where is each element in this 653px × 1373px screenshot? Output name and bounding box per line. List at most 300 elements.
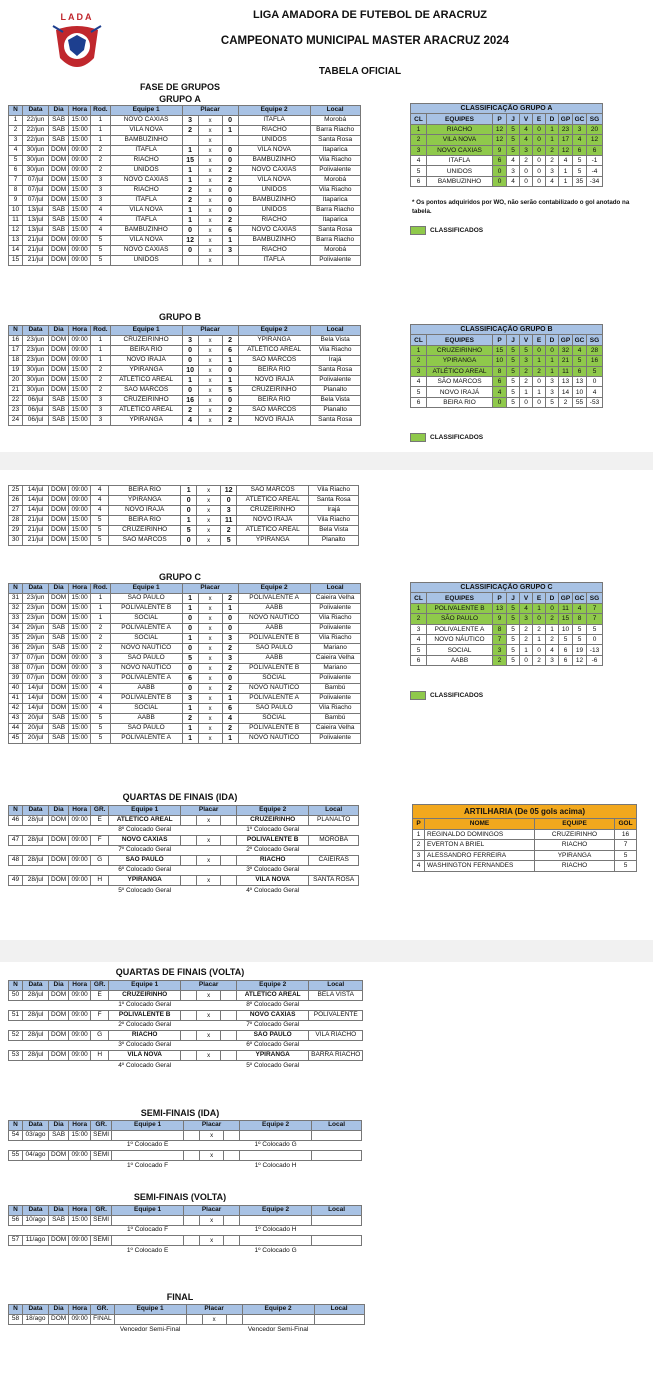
col-header-team2: Equipe 2	[238, 326, 310, 336]
score-separator: x	[198, 704, 222, 714]
col-header-gr: GR.	[91, 1206, 112, 1216]
col-header-n: N	[9, 1206, 23, 1216]
col-header-team1: Equipe 1	[109, 806, 181, 816]
standings-col-p: P	[493, 335, 507, 345]
match-number: 26	[9, 496, 23, 506]
col-header-data: Data	[23, 806, 49, 816]
seed-spacer	[9, 866, 109, 876]
score-separator: x	[198, 674, 222, 684]
standings-team: YPIRANGA	[427, 356, 493, 366]
away-team: AABB	[238, 654, 310, 664]
standings-goal-diff: -1	[587, 155, 603, 165]
scorer-row	[413, 861, 637, 872]
col-header-dia: Dia	[49, 326, 69, 336]
match-row	[9, 604, 361, 614]
home-score	[181, 1031, 197, 1041]
away-score: 0	[222, 206, 238, 216]
away-team: UNIDOS	[238, 206, 310, 216]
seed-spacer	[309, 1061, 363, 1071]
standings-col-d: D	[546, 114, 559, 124]
away-team: RIACHO	[237, 856, 309, 866]
standings-points: 0	[493, 176, 507, 186]
standings-goal-diff: 12	[587, 135, 603, 145]
home-team: ATLÉTICO AREAL	[110, 376, 182, 386]
match-date: 14/jul	[23, 486, 49, 496]
standings-goals-for: 17	[559, 135, 573, 145]
home-score: 0	[182, 356, 198, 366]
seed-row	[9, 1021, 363, 1031]
classified-swatch	[410, 691, 426, 700]
match-table	[8, 485, 359, 546]
match-date: 22/jun	[23, 126, 49, 136]
score-separator: x	[198, 346, 222, 356]
match-venue: Polivalente	[310, 376, 360, 386]
match-row	[9, 674, 361, 684]
home-team: SÃO PAULO	[110, 654, 182, 664]
score-separator: x	[197, 816, 221, 826]
standings-row	[411, 124, 603, 134]
match-group: E	[91, 991, 109, 1001]
score-separator: x	[198, 644, 222, 654]
home-score: 4	[182, 416, 198, 426]
standings-team: RIACHO	[427, 124, 493, 134]
standings-draws: 1	[533, 356, 546, 366]
match-number: 27	[9, 506, 23, 516]
standings-goals-against: 4	[573, 603, 587, 613]
standings-losses: 3	[546, 376, 559, 386]
score-separator: x	[197, 526, 221, 536]
col-header-hora: Hora	[69, 326, 91, 336]
standings-team: BAMBUZINHO	[427, 176, 493, 186]
match-date: 07/jun	[23, 674, 49, 684]
home-score: 0	[182, 614, 198, 624]
final-title: FINAL	[166, 1292, 194, 1302]
home-score: 1	[181, 486, 197, 496]
away-team: ATLÉTICO AREAL	[238, 346, 310, 356]
match-day: SAB	[49, 416, 69, 426]
match-day: DOM	[49, 146, 69, 156]
seed-spacer	[9, 1061, 109, 1071]
match-group: G	[91, 856, 109, 866]
standings-col-d: D	[546, 593, 559, 603]
home-score: 0	[181, 536, 197, 546]
match-number: 13	[9, 236, 23, 246]
home-team: RIACHO	[110, 156, 182, 166]
match-time: 09:00	[69, 236, 91, 246]
standings-draws: 0	[533, 376, 546, 386]
home-seed: 8º Colocado Geral	[118, 826, 172, 834]
standings-goals-against: 5	[573, 356, 587, 366]
match-day: SAB	[49, 634, 69, 644]
match-date: 28/jul	[23, 1051, 49, 1061]
match-date: 30/jun	[23, 386, 49, 396]
home-seed: 1º Colocado Geral	[118, 1001, 172, 1009]
match-date: 13/jul	[23, 226, 49, 236]
col-header-placar: Placar	[184, 1121, 240, 1131]
standings-wins: 4	[520, 135, 533, 145]
seed-spacer	[181, 866, 237, 876]
standings-title: CLASSIFICAÇÃO GRUPO A	[411, 104, 603, 114]
match-day: DOM	[49, 674, 69, 684]
score-separator: x	[198, 724, 222, 734]
standings-col-equipes: EQUIPES	[427, 593, 493, 603]
away-team: VILA NOVA	[238, 176, 310, 186]
home-score: 0	[182, 246, 198, 256]
match-number: 25	[9, 486, 23, 496]
seed-spacer	[184, 1246, 240, 1256]
seed-spacer	[309, 886, 359, 896]
score-separator: x	[198, 406, 222, 416]
score-separator: x	[197, 1031, 221, 1041]
standings-goals-against: 4	[573, 135, 587, 145]
match-number: 1	[9, 116, 23, 126]
standings-points: 6	[493, 376, 507, 386]
knockout-table	[8, 805, 359, 896]
match-time: 09:00	[69, 1051, 91, 1061]
match-number: 31	[9, 594, 23, 604]
standings-points: 9	[493, 614, 507, 624]
match-time: 09:00	[69, 146, 91, 156]
match-day: DOM	[49, 664, 69, 674]
standings-goals-against: 8	[573, 614, 587, 624]
match-number: 37	[9, 654, 23, 664]
away-team: NOVO IRAJÁ	[237, 516, 309, 526]
away-team: SÃO MARCOS	[237, 486, 309, 496]
home-score: 1	[182, 206, 198, 216]
match-day: DOM	[49, 604, 69, 614]
standings-draws: 1	[533, 387, 546, 397]
standings-col-cl: CL	[411, 335, 427, 345]
scorer-position: 4	[413, 861, 425, 872]
match-row	[9, 166, 361, 176]
standings-goals-for: 12	[559, 145, 573, 155]
match-number: 41	[9, 694, 23, 704]
standings-row	[411, 176, 603, 186]
match-number: 6	[9, 166, 23, 176]
match-row	[9, 644, 361, 654]
home-team: SOCIAL	[110, 704, 182, 714]
away-team: ATLÉTICO AREAL	[237, 526, 309, 536]
match-number: 3	[9, 136, 23, 146]
match-number: 22	[9, 396, 23, 406]
seed-spacer	[184, 1161, 240, 1171]
standings-goals-for: 6	[559, 655, 573, 665]
home-team: VILA NOVA	[110, 206, 182, 216]
away-score: 2	[222, 644, 238, 654]
match-date: 20/jul	[23, 724, 49, 734]
standings-team: NOVO CAXIAS	[427, 145, 493, 155]
match-day: DOM	[49, 176, 69, 186]
standings-wins: 0	[520, 176, 533, 186]
scorers-col-nome: NOME	[425, 819, 535, 830]
col-header-rod: Rod.	[91, 106, 110, 116]
standings-col-gc: GC	[573, 335, 587, 345]
match-time: 09:00	[69, 654, 91, 664]
home-team: POLIVALENTE A	[110, 734, 182, 744]
match-date: 30/jun	[23, 166, 49, 176]
home-team: NOVO CAXIAS	[110, 176, 182, 186]
standings-wins: 5	[520, 345, 533, 355]
match-time: 15:00	[69, 116, 91, 126]
score-separator: x	[198, 366, 222, 376]
seed-spacer	[309, 1001, 363, 1011]
match-day: DOM	[49, 506, 69, 516]
away-team: SÃO PAULO	[238, 704, 310, 714]
away-score: 2	[222, 594, 238, 604]
match-row	[9, 346, 361, 356]
match-venue: Barra Riacho	[310, 126, 360, 136]
standings-goals-against: 6	[573, 145, 587, 155]
match-time: 09:00	[69, 816, 91, 826]
match-round: 1	[91, 604, 110, 614]
away-seed: 1º Colocado G	[254, 1141, 297, 1149]
seed-spacer	[312, 1226, 362, 1236]
match-time: 15:00	[69, 216, 91, 226]
score-separator: x	[200, 1151, 224, 1161]
match-venue: BARRA RIACHO	[309, 1051, 363, 1061]
match-number: 10	[9, 206, 23, 216]
match-venue: CAIEIRAS	[309, 856, 359, 866]
match-round: 4	[91, 704, 110, 714]
match-time: 15:00	[69, 186, 91, 196]
home-score: 15	[182, 156, 198, 166]
match-day: DOM	[49, 594, 69, 604]
match-venue	[312, 1236, 362, 1246]
match-group: F	[91, 1011, 109, 1021]
col-header-hora: Hora	[69, 1305, 91, 1315]
home-score: 0	[182, 624, 198, 634]
standings-goals-for: 32	[559, 345, 573, 355]
home-team: NOVO CAXIAS	[109, 836, 181, 846]
standings-table	[410, 103, 603, 187]
standings-goal-diff: 16	[587, 356, 603, 366]
home-score	[184, 1236, 200, 1246]
scorer-goals: 16	[615, 829, 637, 840]
match-venue: Vila Riacho	[310, 346, 360, 356]
score-separator: x	[198, 396, 222, 406]
scorers-col-p: P	[413, 819, 425, 830]
match-round: 3	[91, 196, 110, 206]
standings-goal-diff: 20	[587, 124, 603, 134]
away-team: RIACHO	[238, 126, 310, 136]
match-venue	[314, 1315, 364, 1325]
match-number: 34	[9, 624, 23, 634]
match-venue: Polivalente	[310, 604, 360, 614]
col-header-dia: Dia	[49, 106, 69, 116]
match-round: 2	[91, 146, 110, 156]
match-time: 09:00	[69, 856, 91, 866]
standings-col-gp: GP	[559, 114, 573, 124]
match-date: 28/jul	[23, 836, 49, 846]
match-row	[9, 704, 361, 714]
league-title: LIGA AMADORA DE FUTEBOL DE ARACRUZ	[252, 9, 488, 21]
match-date: 28/jul	[23, 816, 49, 826]
match-row	[9, 256, 361, 266]
away-team: POLIVALENTE B	[238, 634, 310, 644]
standings-wins: 0	[520, 397, 533, 407]
away-team: VILA NOVA	[237, 876, 309, 886]
match-row	[9, 856, 359, 866]
standings-wins: 1	[520, 645, 533, 655]
standings-team: BEIRA RIO	[427, 397, 493, 407]
match-round: 4	[91, 684, 110, 694]
match-venue: Itaparica	[310, 146, 360, 156]
col-header-team2: Equipe 2	[240, 1121, 312, 1131]
standings-played: 5	[507, 603, 520, 613]
score-separator: x	[198, 654, 222, 664]
match-date: 21/jul	[23, 526, 49, 536]
away-score	[226, 1315, 242, 1325]
standings-played: 3	[507, 166, 520, 176]
home-team: NOVO CAXIAS	[110, 116, 182, 126]
seed-row	[9, 826, 359, 836]
standings-col-gc: GC	[573, 593, 587, 603]
score-separator: x	[198, 136, 222, 146]
col-header-data: Data	[23, 1305, 49, 1315]
away-team: YPIRANGA	[237, 1051, 309, 1061]
col-header-team2: Equipe 2	[240, 1206, 312, 1216]
seed-row	[9, 1161, 362, 1171]
match-day: DOM	[49, 704, 69, 714]
standings-table	[410, 324, 603, 408]
match-venue: Mariano	[310, 644, 360, 654]
away-score: 1	[222, 376, 238, 386]
home-score: 2	[182, 186, 198, 196]
match-date: 07/jun	[23, 664, 49, 674]
away-seed: 8º Colocado Geral	[246, 1001, 300, 1009]
standings-team: ITAFLA	[427, 155, 493, 165]
match-time: 15:00	[69, 516, 91, 526]
away-team: POLIVALENTE A	[238, 694, 310, 704]
match-round: 3	[91, 186, 110, 196]
standings-header-row	[411, 335, 603, 345]
col-header-n: N	[9, 1305, 23, 1315]
match-number: 19	[9, 366, 23, 376]
match-row	[9, 146, 361, 156]
match-date: 30/jun	[23, 376, 49, 386]
table-header-row	[9, 326, 361, 336]
match-date: 07/jul	[23, 176, 49, 186]
home-team: ITAFLA	[110, 146, 182, 156]
score-separator: x	[197, 486, 221, 496]
match-time: 15:00	[69, 734, 91, 744]
match-day: SAB	[49, 116, 69, 126]
score-separator: x	[198, 386, 222, 396]
standings-caption-row	[411, 325, 603, 335]
col-header-hora: Hora	[69, 584, 91, 594]
away-score: 4	[222, 714, 238, 724]
col-header-placar: Placar	[181, 981, 237, 991]
home-score	[181, 1011, 197, 1021]
match-number: 28	[9, 516, 23, 526]
score-separator: x	[197, 496, 221, 506]
scorers-header-row	[413, 819, 637, 830]
match-time: 09:00	[69, 1031, 91, 1041]
away-seed: 2º Colocado Geral	[246, 846, 300, 854]
match-number: 24	[9, 416, 23, 426]
standings-goal-diff: 7	[587, 614, 603, 624]
standings-goal-diff: 7	[587, 603, 603, 613]
away-team: SÃO PAULO	[238, 644, 310, 654]
match-venue	[312, 1216, 362, 1226]
match-number: 12	[9, 226, 23, 236]
match-time: 15:00	[69, 634, 91, 644]
match-round: 1	[91, 136, 110, 146]
standings-points: 9	[493, 145, 507, 155]
score-separator: x	[197, 856, 221, 866]
away-team: POLIVALENTE B	[238, 664, 310, 674]
match-time: 15:00	[69, 694, 91, 704]
home-score	[182, 256, 198, 266]
match-day: SAB	[49, 644, 69, 654]
match-group: SEMI	[91, 1131, 112, 1141]
away-score	[221, 991, 237, 1001]
seed-row	[9, 866, 359, 876]
match-round: 2	[91, 156, 110, 166]
score-separator: x	[197, 536, 221, 546]
match-date: 28/jul	[23, 1031, 49, 1041]
standings-losses: 2	[546, 155, 559, 165]
seed-spacer	[309, 866, 359, 876]
standings-wins: 0	[520, 655, 533, 665]
score-separator: x	[198, 336, 222, 346]
match-number: 9	[9, 196, 23, 206]
match-venue: Polivalente	[310, 256, 360, 266]
away-team: SOCIAL	[238, 714, 310, 724]
away-score: 5	[221, 536, 237, 546]
match-time: 15:00	[69, 704, 91, 714]
match-number: 2	[9, 126, 23, 136]
match-venue: Santa Rosa	[310, 136, 360, 146]
match-venue: Polivalente	[310, 694, 360, 704]
match-venue: Bambú	[310, 684, 360, 694]
away-team	[240, 1131, 312, 1141]
seed-spacer	[181, 846, 237, 856]
match-venue: VILA RIACHO	[309, 1031, 363, 1041]
away-team: UNIDOS	[238, 186, 310, 196]
match-table	[8, 583, 361, 744]
match-day: SAB	[49, 406, 69, 416]
match-date: 28/jul	[23, 991, 49, 1001]
seed-spacer	[9, 1141, 112, 1151]
match-number: 15	[9, 256, 23, 266]
match-row	[9, 406, 361, 416]
scorers-table	[412, 804, 637, 872]
score-separator: x	[198, 116, 222, 126]
away-team: CRUZEIRINHO	[237, 816, 309, 826]
match-date: 22/jun	[23, 136, 49, 146]
away-score	[224, 1131, 240, 1141]
standings-draws: 2	[533, 366, 546, 376]
col-header-hora: Hora	[69, 1206, 91, 1216]
match-venue: Caieira Velha	[310, 724, 360, 734]
match-date: 07/jul	[23, 186, 49, 196]
seed-spacer	[9, 1001, 109, 1011]
match-time: 15:00	[69, 416, 91, 426]
home-seed: 2º Colocado Geral	[118, 1021, 172, 1029]
match-day: SAB	[49, 624, 69, 634]
standings-losses: 0	[546, 603, 559, 613]
col-header-team1: Equipe 1	[110, 326, 182, 336]
scorers-col-equipe: EQUIPE	[535, 819, 615, 830]
standings-team: CRUZEIRINHO	[427, 345, 493, 355]
match-time: 15:00	[69, 196, 91, 206]
standings-position: 6	[411, 176, 427, 186]
home-score: 1	[182, 724, 198, 734]
match-venue: Itaparica	[310, 216, 360, 226]
standings-goal-diff: 6	[587, 145, 603, 155]
match-venue: Caieira Velha	[310, 594, 360, 604]
